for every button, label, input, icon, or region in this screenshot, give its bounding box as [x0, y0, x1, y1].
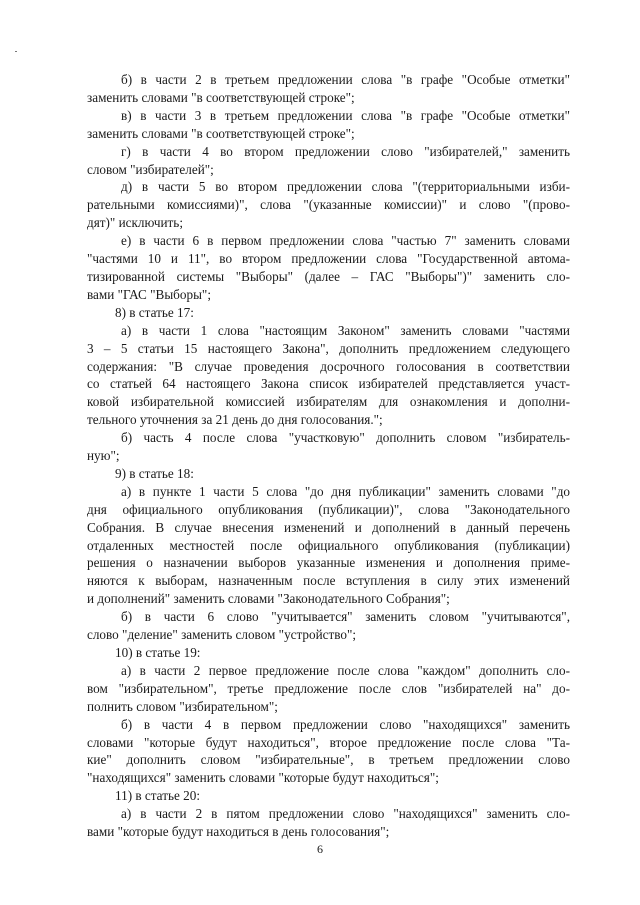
text-line: дят)" исключить; [87, 215, 183, 231]
text-line: дня официального опубликования (публикации)", слова "Законодательного [87, 501, 570, 517]
text-line: а) в пункте 1 части 5 слова "до дня публикации" заменить словами "до [121, 483, 570, 499]
text-line: слово "деление" заменить словом "устройство"; [87, 627, 357, 643]
text-line: словами "которые будут находиться", второе предложение после слова "Та- [87, 734, 570, 750]
text-line: тизированной системы "Выборы" (далее – ГАС "Выборы")" заменить сло- [87, 268, 570, 284]
text-line: а) в части 2 первое предложение после слова "каждом" дополнить сло- [121, 662, 570, 678]
text-line: б) в части 2 в третьем предложении слова "в графе "Особые отметки" [121, 72, 570, 87]
text-line: а) в части 2 в пятом предложении слово "находящихся" заменить сло- [121, 806, 570, 822]
text-line: д) в части 5 во втором предложении слова "(территориальными изби- [121, 179, 570, 195]
text-line: "частями 10 и 11", во втором предложении слова "Государственной автома- [87, 251, 570, 267]
document-body [87, 71, 570, 841]
text-line: ную"; [87, 448, 120, 464]
text-line: словом "избирателей"; [87, 161, 214, 177]
text-line: "находящихся" заменить словами "которые будут находиться"; [87, 770, 439, 786]
text-line: заменить словами "в соответствующей строке"; [87, 89, 355, 105]
section-heading: 8) в статье 17: [115, 304, 194, 320]
text-line: е) в части 6 в первом предложении слова "частью 7" заменить словами [121, 233, 570, 249]
text-line: рательными комиссиями)", слова "(указанные комиссии)" и слово "(прово- [87, 197, 570, 213]
text-line: Собрания. В случае внесения изменений и дополнений в данный перечень [87, 519, 570, 535]
text-line: вами "ГАС "Выборы"; [87, 286, 211, 302]
text-line: ковой избирательной комиссией избирателям для ознакомления и дополни- [87, 394, 570, 410]
text-line: б) в части 6 слово "учитывается" заменить словом "учитываются", [121, 609, 570, 625]
text-line: решения о назначении выборов указанные изменения и дополнения приме- [87, 555, 570, 571]
text-line: а) в части 1 слова "настоящим Законом" заменить словами "частями [121, 322, 570, 338]
section-heading: 11) в статье 20: [115, 788, 200, 804]
text-line: тельного уточнения за 21 день до дня голосования."; [87, 412, 383, 428]
text-line: содержания: "В случае проведения досрочного голосования в соответствии [87, 358, 570, 374]
text-line: б) в части 4 в первом предложении слово "находящихся" заменить [121, 716, 570, 732]
text-line: вом "избирательном", третье предложение после слов "избирателей на" до- [87, 680, 570, 696]
text-line: вами "которые будут находиться в день голосования"; [87, 824, 390, 840]
text-line: кие" дополнить словом "избирательные", в третьем предложении слово [87, 752, 570, 768]
text-line: в) в части 3 в третьем предложении слова "в графе "Особые отметки" [121, 107, 570, 123]
page-number: 6 [317, 842, 323, 856]
text-line: няются к выборам, назначенным после вступления в силу этих изменений [87, 573, 570, 589]
text-line: полнить словом "избирательном"; [87, 698, 278, 714]
text-line: со статьей 64 настоящего Закона список избирателей представляется участ- [87, 376, 570, 392]
text-line: и дополнений" заменить словами "Законодательного Собрания"; [87, 591, 450, 607]
text-line: заменить словами "в соответствующей строке"; [87, 125, 355, 141]
text-line: б) часть 4 после слова "участковую" дополнить словом "избиратель- [121, 430, 570, 446]
text-line: г) в части 4 во втором предложении слово "избирателей," заменить [121, 143, 570, 159]
scan-speck [15, 51, 17, 52]
section-heading: 10) в статье 19: [115, 645, 201, 660]
section-heading: 9) в статье 18: [115, 465, 194, 481]
text-line: 3 – 5 статьи 15 настоящего Закона", дополнить предложением следующего [87, 340, 570, 356]
text-line: отдаленных местностей после официального опубликования (публикации) [87, 537, 570, 553]
